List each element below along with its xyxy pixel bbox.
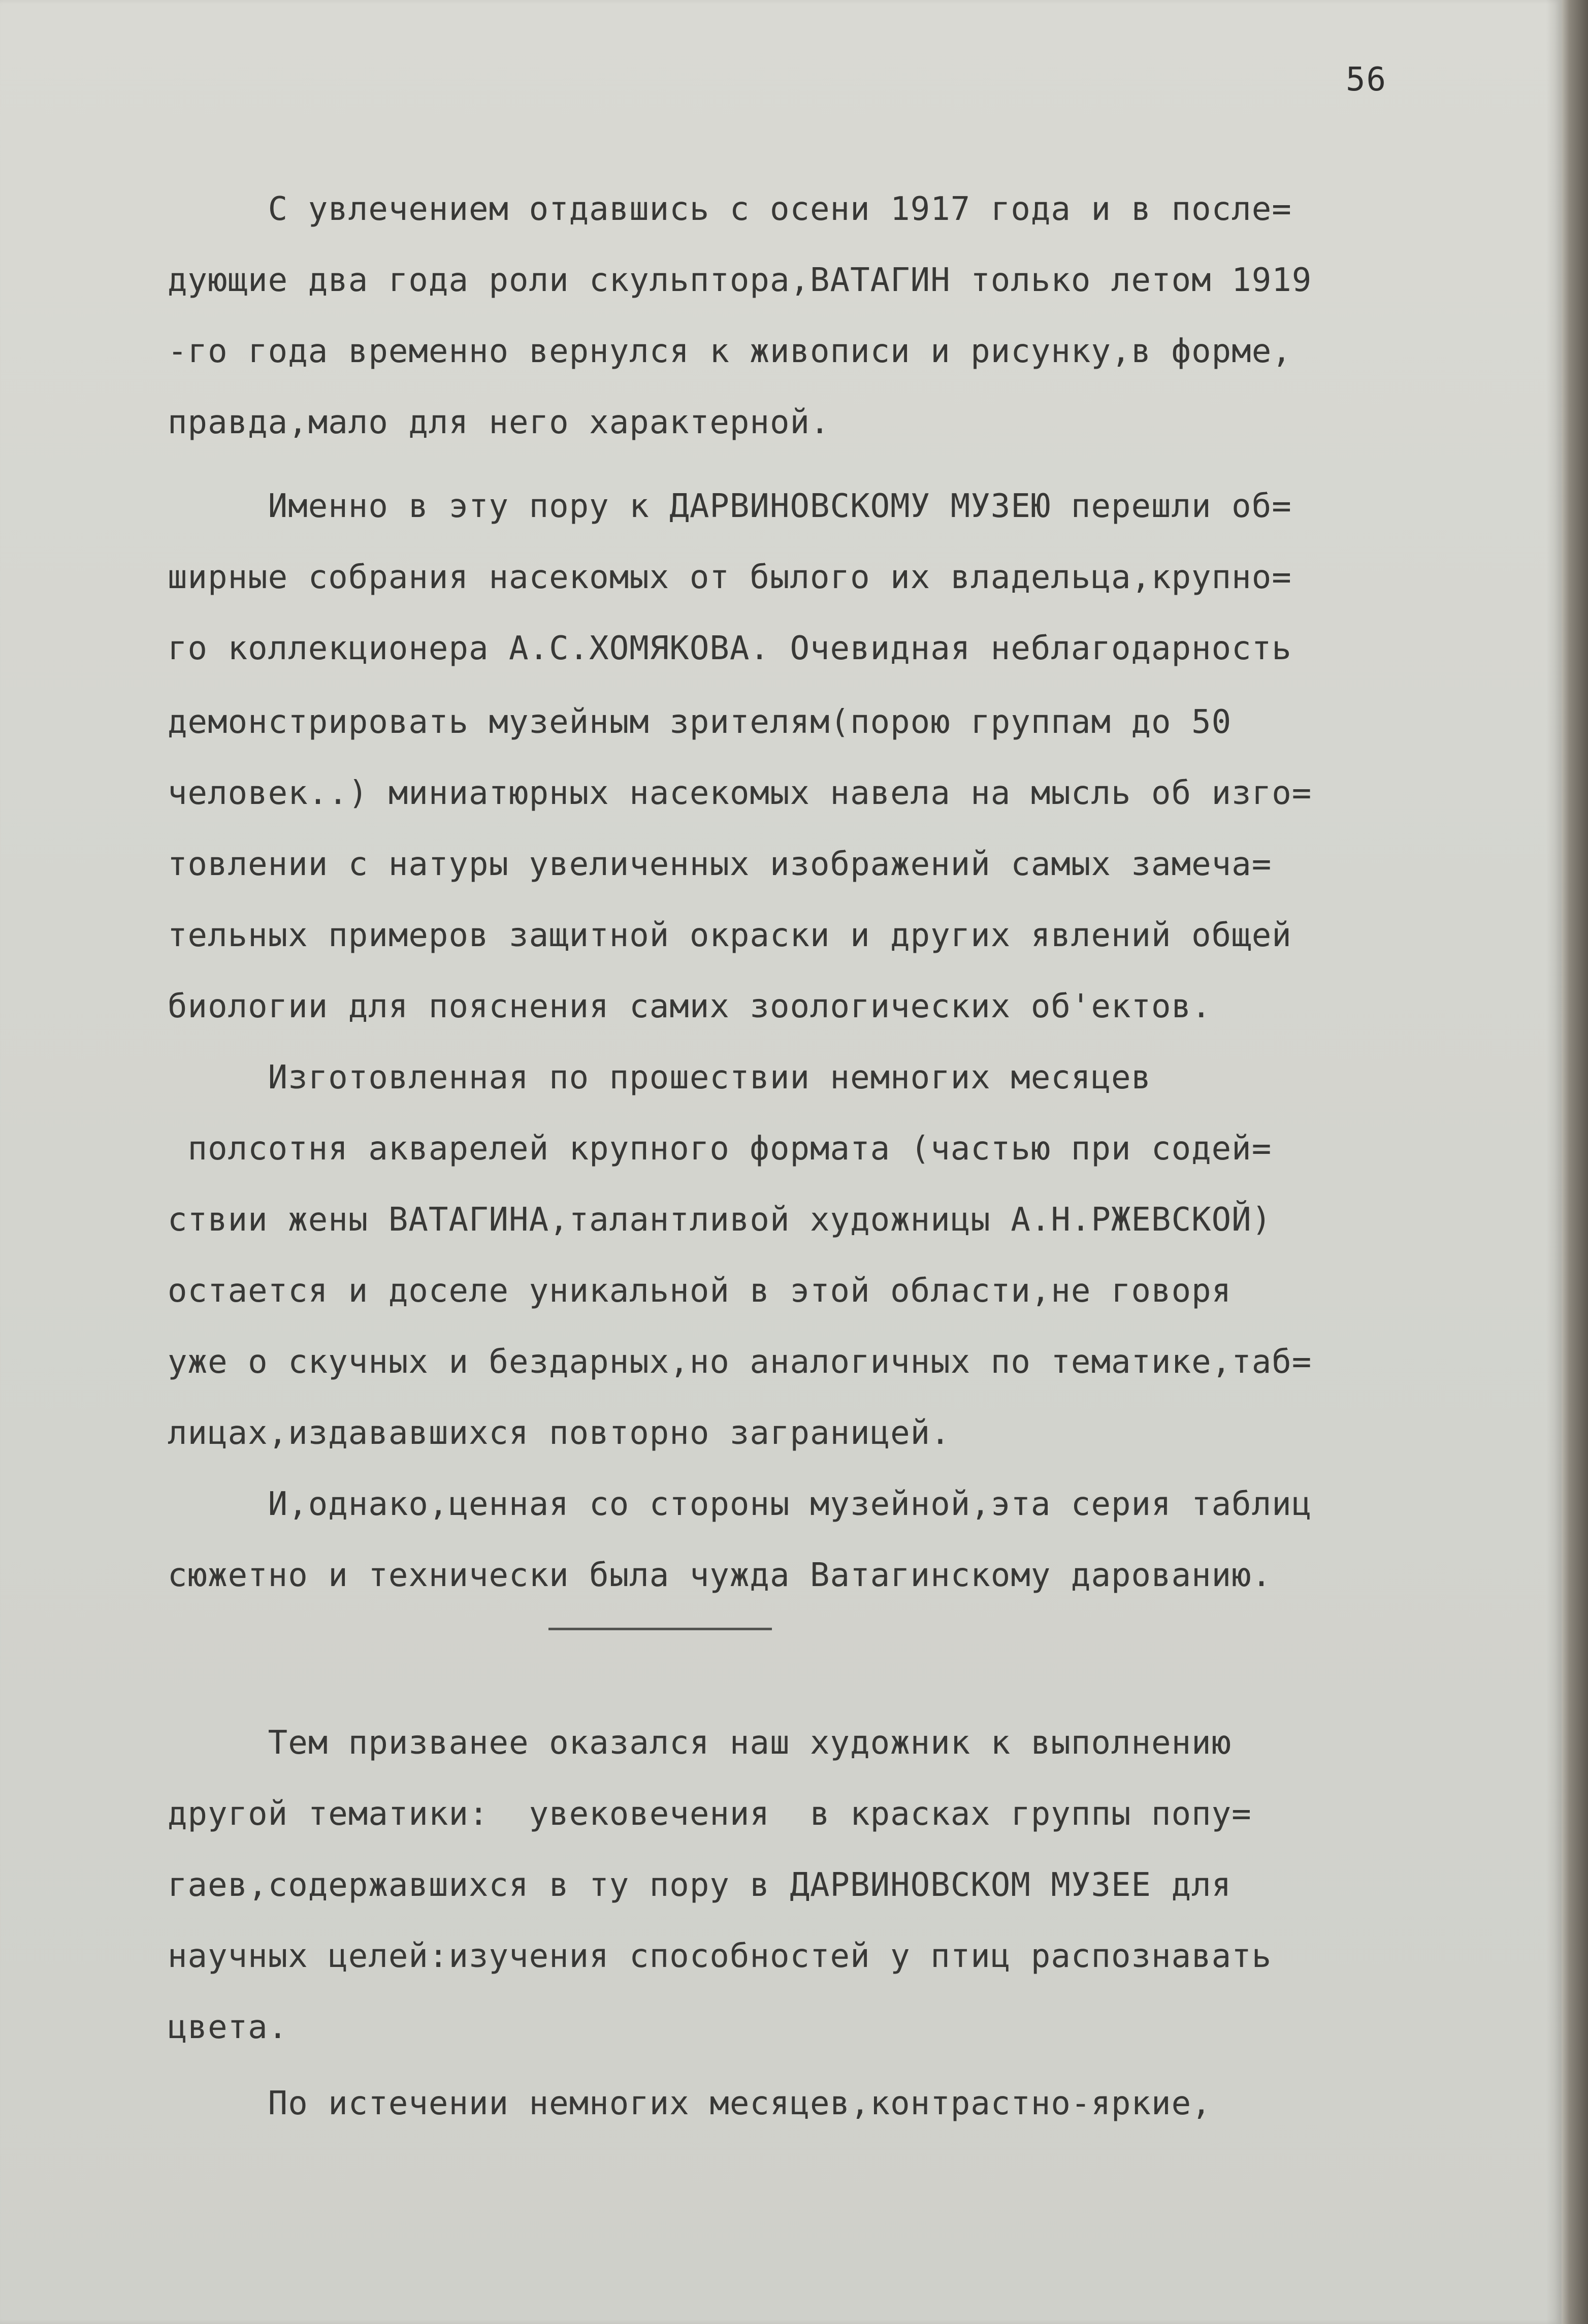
text-line: остается и доселе уникальной в этой области,не говоря [168, 1272, 1232, 1310]
text-line: го коллекционера А.С.ХОМЯКОВА. Очевидная неблагодарность [168, 630, 1292, 667]
page-number: 56 [1346, 61, 1387, 99]
text-line: -го года временно вернулся к живописи и рисунку,в форме, [168, 333, 1292, 370]
text-line: товлении с натуры увеличенных изображений самых замеча= [168, 846, 1272, 883]
text-line: научных целей:изучения способностей у птиц распознавать [168, 1938, 1272, 1975]
text-line: лицах,издававшихся повторно заграницей. [168, 1414, 951, 1452]
text-line: человек..) миниатюрных насекомых навела на мысль об изго= [168, 774, 1312, 812]
text-line: Тем призванее оказался наш художник к выполнению [168, 1724, 1232, 1762]
text-line: полсотня акварелей крупного формата (частью при содей= [168, 1130, 1272, 1168]
text-line: тельных примеров защитной окраски и других явлений общей [168, 917, 1292, 954]
section-divider-line [548, 1628, 772, 1630]
text-line: ширные собрания насекомых от былого их владельца,крупно= [168, 559, 1292, 596]
page-edge [1562, 0, 1588, 2324]
text-line: дующие два года роли скульптора,ВАТАГИН только летом 1919 [168, 262, 1312, 299]
text-line: Именно в эту пору к ДАРВИНОВСКОМУ МУЗЕЮ перешли об= [168, 488, 1292, 525]
text-line: гаев,содержавшихся в ту пору в ДАРВИНОВСКОМ МУЗЕЕ для [168, 1866, 1232, 1904]
text-line: ствии жены ВАТАГИНА,талантливой художницы А.Н.РЖЕВСКОЙ) [168, 1201, 1272, 1239]
text-line: уже о скучных и бездарных,но аналогичных по тематике,таб= [168, 1343, 1312, 1381]
text-line: С увлечением отдавшись с осени 1917 года и в после= [168, 190, 1292, 228]
page-fold-shadow [1546, 0, 1562, 2324]
text-line: сюжетно и технически была чужда Ватагинскому дарованию. [168, 1557, 1272, 1594]
text-line: И,однако,ценная со стороны музейной,эта серия таблиц [168, 1486, 1312, 1523]
text-line: правда,мало для него характерной. [168, 404, 830, 441]
text-line: биологии для пояснения самих зоологических об'ектов. [168, 988, 1212, 1025]
text-line: По истечении немногих месяцев,контрастно-яркие, [168, 2085, 1212, 2122]
text-line: другой тематики: увековечения в красках группы попу= [168, 1795, 1252, 1833]
text-line: цвета. [168, 2009, 288, 2046]
text-line: демонстрировать музейным зрителям(порою группам до 50 [168, 703, 1232, 741]
text-line: Изготовленная по прошествии немногих месяцев [168, 1059, 1152, 1096]
